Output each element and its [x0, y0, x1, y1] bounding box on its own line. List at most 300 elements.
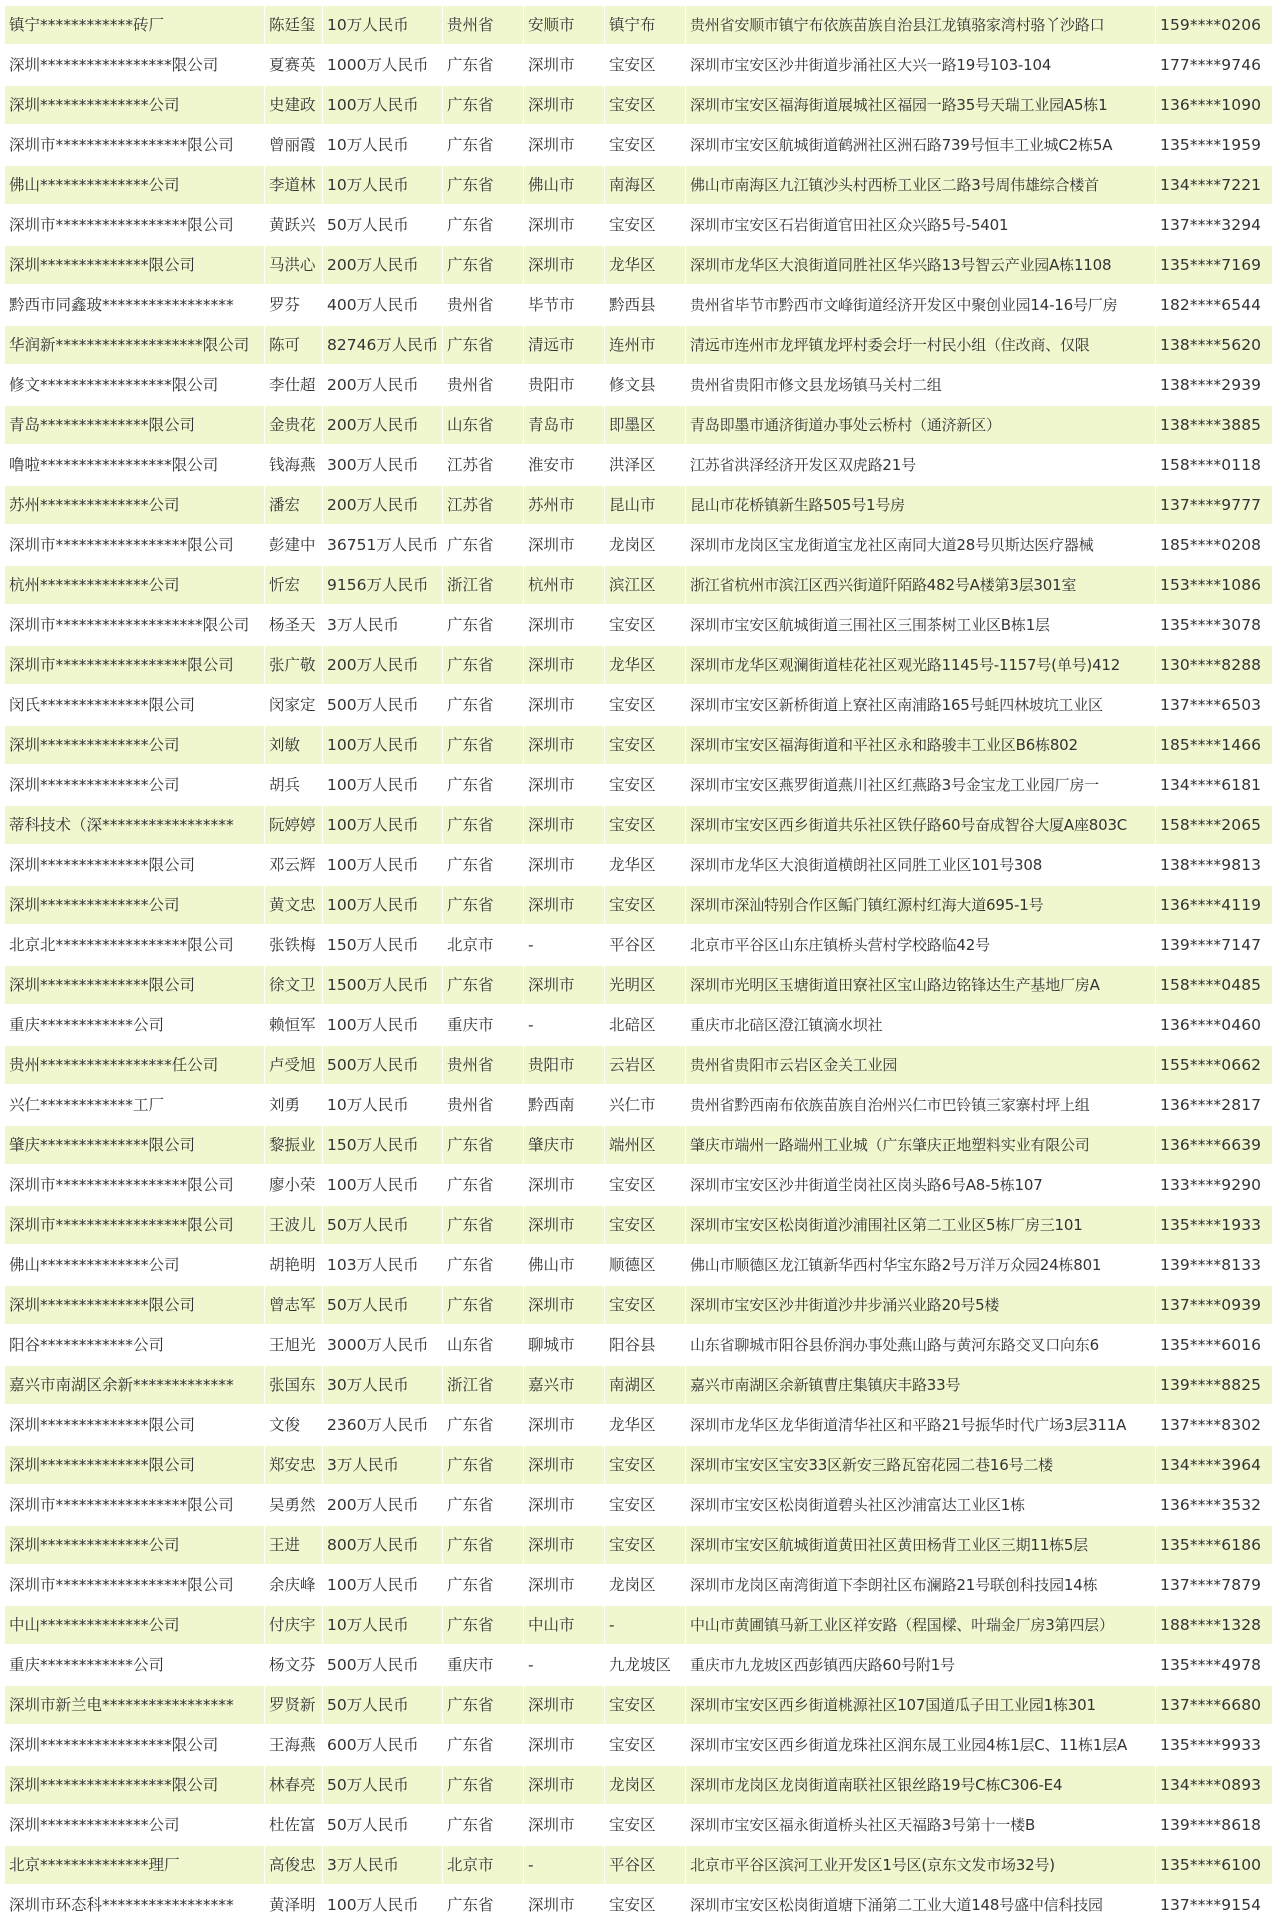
city-cell: 杭州市 [524, 566, 605, 604]
legal-person-cell: 马洪心 [265, 246, 323, 284]
company-name-cell: 深圳市*****************限公司 [5, 526, 265, 564]
legal-person-cell: 吴勇然 [265, 1486, 323, 1524]
province-cell: 广东省 [443, 1566, 524, 1604]
legal-person-cell: 胡兵 [265, 766, 323, 804]
legal-person-cell: 林春亮 [265, 1766, 323, 1804]
phone-cell: 137****8302 [1156, 1406, 1273, 1444]
address-cell: 深圳市宝安区福永街道桥头社区天福路3号第十一楼B [686, 1806, 1156, 1844]
company-name-cell: 重庆************公司 [5, 1006, 265, 1044]
company-name-cell: 北京**************理厂 [5, 1846, 265, 1884]
province-cell: 广东省 [443, 1286, 524, 1324]
province-cell: 广东省 [443, 886, 524, 924]
district-cell: 端州区 [605, 1126, 686, 1164]
district-cell: 宝安区 [605, 766, 686, 804]
address-cell: 佛山市顺德区龙江镇新华西村华宝东路2号万洋万众园24栋801 [686, 1246, 1156, 1284]
legal-person-cell: 陈廷玺 [265, 6, 323, 44]
company-name-cell: 深圳市环态科***************** [5, 1886, 265, 1924]
legal-person-cell: 李道林 [265, 166, 323, 204]
city-cell: 深圳市 [524, 806, 605, 844]
province-cell: 广东省 [443, 686, 524, 724]
registered-capital-cell: 100万人民币 [323, 86, 443, 124]
table-row [5, 846, 1273, 884]
address-cell: 深圳市宝安区航城街道鹤洲社区洲石路739号恒丰工业城C2栋5A [686, 126, 1156, 164]
phone-cell: 135****7169 [1156, 246, 1273, 284]
legal-person-cell: 廖小荣 [265, 1166, 323, 1204]
address-cell: 佛山市南海区九江镇沙头村西桥工业区二路3号周伟雄综合楼首 [686, 166, 1156, 204]
registered-capital-cell: 300万人民币 [323, 446, 443, 484]
address-cell: 深圳市宝安区松岗街道碧头社区沙浦富达工业区1栋 [686, 1486, 1156, 1524]
province-cell: 广东省 [443, 1206, 524, 1244]
phone-cell: 136****6639 [1156, 1126, 1273, 1164]
registered-capital-cell: 3000万人民币 [323, 1326, 443, 1364]
table-row [5, 206, 1273, 244]
registered-capital-cell: 500万人民币 [323, 1046, 443, 1084]
company-name-cell: 深圳*****************限公司 [5, 1766, 265, 1804]
legal-person-cell: 黄跃兴 [265, 206, 323, 244]
company-name-cell: 深圳**************公司 [5, 886, 265, 924]
company-name-cell: 深圳**************公司 [5, 1526, 265, 1564]
company-name-cell: 佛山**************公司 [5, 1246, 265, 1284]
address-cell: 深圳市龙岗区宝龙街道宝龙社区南同大道28号贝斯达医疗器械 [686, 526, 1156, 564]
city-cell: 深圳市 [524, 606, 605, 644]
address-cell: 深圳市宝安区沙井街道沙井步涌兴业路20号5楼 [686, 1286, 1156, 1324]
registered-capital-cell: 50万人民币 [323, 1286, 443, 1324]
province-cell: 广东省 [443, 1406, 524, 1444]
city-cell: 深圳市 [524, 1526, 605, 1564]
address-cell: 深圳市龙华区大浪街道同胜社区华兴路13号智云产业园A栋1108 [686, 246, 1156, 284]
phone-cell: 182****6544 [1156, 286, 1273, 324]
company-name-cell: 深圳**************限公司 [5, 846, 265, 884]
table-row [5, 566, 1273, 604]
registered-capital-cell: 30万人民币 [323, 1366, 443, 1404]
address-cell: 清远市连州市龙坪镇龙坪村委会圩一村民小组（住改商、仅限 [686, 326, 1156, 364]
address-cell: 中山市黄圃镇马新工业区祥安路（程国樑、叶瑞金厂房3第四层） [686, 1606, 1156, 1644]
district-cell: 即墨区 [605, 406, 686, 444]
province-cell: 广东省 [443, 846, 524, 884]
legal-person-cell: 赖恒军 [265, 1006, 323, 1044]
address-cell: 江苏省洪泽经济开发区双虎路21号 [686, 446, 1156, 484]
district-cell: 南湖区 [605, 1366, 686, 1404]
province-cell: 广东省 [443, 246, 524, 284]
registered-capital-cell: 100万人民币 [323, 726, 443, 764]
legal-person-cell: 曾丽霞 [265, 126, 323, 164]
phone-cell: 135****4978 [1156, 1646, 1273, 1684]
registered-capital-cell: 50万人民币 [323, 1206, 443, 1244]
city-cell: 深圳市 [524, 1206, 605, 1244]
legal-person-cell: 罗贤新 [265, 1686, 323, 1724]
table-row [5, 886, 1273, 924]
district-cell: 平谷区 [605, 926, 686, 964]
company-name-cell: 深圳*****************限公司 [5, 46, 265, 84]
phone-cell: 138****2939 [1156, 366, 1273, 404]
city-cell: - [524, 1846, 605, 1884]
phone-cell: 135****6186 [1156, 1526, 1273, 1564]
registered-capital-cell: 36751万人民币 [323, 526, 443, 564]
address-cell: 肇庆市端州一路端州工业城（广东肇庆正地塑料实业有限公司 [686, 1126, 1156, 1164]
district-cell: 顺德区 [605, 1246, 686, 1284]
city-cell: 黔西南 [524, 1086, 605, 1124]
registered-capital-cell: 50万人民币 [323, 206, 443, 244]
phone-cell: 136****3532 [1156, 1486, 1273, 1524]
registered-capital-cell: 100万人民币 [323, 806, 443, 844]
legal-person-cell: 张广敬 [265, 646, 323, 684]
legal-person-cell: 陈可 [265, 326, 323, 364]
table-row [5, 1126, 1273, 1164]
legal-person-cell: 邓云辉 [265, 846, 323, 884]
table-row [5, 806, 1273, 844]
district-cell: 九龙坡区 [605, 1646, 686, 1684]
registered-capital-cell: 500万人民币 [323, 1646, 443, 1684]
district-cell: 龙华区 [605, 846, 686, 884]
registered-capital-cell: 10万人民币 [323, 1606, 443, 1644]
table-row [5, 1326, 1273, 1364]
table-row [5, 526, 1273, 564]
table-row [5, 1606, 1273, 1644]
address-cell: 深圳市光明区玉塘街道田寮社区宝山路边铭锋达生产基地厂房A [686, 966, 1156, 1004]
address-cell: 北京市平谷区山东庄镇桥头营村学校路临42号 [686, 926, 1156, 964]
registered-capital-cell: 10万人民币 [323, 6, 443, 44]
district-cell: 宝安区 [605, 1206, 686, 1244]
district-cell: 龙岗区 [605, 526, 686, 564]
table-row [5, 486, 1273, 524]
phone-cell: 185****1466 [1156, 726, 1273, 764]
address-cell: 深圳市宝安区西乡街道龙珠社区润东晟工业园4栋1层C、11栋1层A [686, 1726, 1156, 1764]
province-cell: 广东省 [443, 206, 524, 244]
city-cell: 深圳市 [524, 1486, 605, 1524]
phone-cell: 137****0939 [1156, 1286, 1273, 1324]
province-cell: 山东省 [443, 406, 524, 444]
registered-capital-cell: 100万人民币 [323, 1886, 443, 1924]
phone-cell: 136****4119 [1156, 886, 1273, 924]
address-cell: 贵州省安顺市镇宁布依族苗族自治县江龙镇骆家湾村骆丫沙路口 [686, 6, 1156, 44]
province-cell: 广东省 [443, 1166, 524, 1204]
province-cell: 广东省 [443, 326, 524, 364]
province-cell: 广东省 [443, 606, 524, 644]
district-cell: 宝安区 [605, 1446, 686, 1484]
phone-cell: 135****9933 [1156, 1726, 1273, 1764]
address-cell: 深圳市深汕特别合作区鲘门镇红源村红海大道695-1号 [686, 886, 1156, 924]
province-cell: 浙江省 [443, 566, 524, 604]
legal-person-cell: 黎振业 [265, 1126, 323, 1164]
legal-person-cell: 胡艳明 [265, 1246, 323, 1284]
table-row [5, 1366, 1273, 1404]
address-cell: 深圳市宝安区航城街道三围社区三围茶树工业区B栋1层 [686, 606, 1156, 644]
company-name-cell: 深圳**************公司 [5, 726, 265, 764]
district-cell: 宝安区 [605, 86, 686, 124]
address-cell: 深圳市龙华区龙华街道清华社区和平路21号振华时代广场3层311A [686, 1406, 1156, 1444]
phone-cell: 137****6503 [1156, 686, 1273, 724]
district-cell: 龙华区 [605, 1406, 686, 1444]
province-cell: 广东省 [443, 1446, 524, 1484]
phone-cell: 138****9813 [1156, 846, 1273, 884]
registered-capital-cell: 9156万人民币 [323, 566, 443, 604]
table-row [5, 726, 1273, 764]
table-row [5, 926, 1273, 964]
city-cell: 苏州市 [524, 486, 605, 524]
table-row [5, 246, 1273, 284]
company-name-cell: 闵氏**************限公司 [5, 686, 265, 724]
table-row [5, 326, 1273, 364]
address-cell: 深圳市宝安区松岗街道塘下涌第二工业大道148号盛中信科技园 [686, 1886, 1156, 1924]
registered-capital-cell: 200万人民币 [323, 406, 443, 444]
table-row [5, 1806, 1273, 1844]
legal-person-cell: 卢受旭 [265, 1046, 323, 1084]
phone-cell: 159****0206 [1156, 6, 1273, 44]
table-row [5, 1286, 1273, 1324]
city-cell: 佛山市 [524, 1246, 605, 1284]
province-cell: 广东省 [443, 1246, 524, 1284]
district-cell: 光明区 [605, 966, 686, 1004]
province-cell: 广东省 [443, 166, 524, 204]
district-cell: 兴仁市 [605, 1086, 686, 1124]
table-row [5, 646, 1273, 684]
legal-person-cell: 余庆峰 [265, 1566, 323, 1604]
phone-cell: 138****5620 [1156, 326, 1273, 364]
province-cell: 贵州省 [443, 1086, 524, 1124]
legal-person-cell: 史建政 [265, 86, 323, 124]
phone-cell: 135****1933 [1156, 1206, 1273, 1244]
registered-capital-cell: 400万人民币 [323, 286, 443, 324]
registered-capital-cell: 200万人民币 [323, 646, 443, 684]
address-cell: 深圳市宝安区沙井街道步涌社区大兴一路19号103-104 [686, 46, 1156, 84]
phone-cell: 134****3964 [1156, 1446, 1273, 1484]
legal-person-cell: 杨文芬 [265, 1646, 323, 1684]
address-cell: 深圳市龙岗区南湾街道下李朗社区布澜路21号联创科技园14栋 [686, 1566, 1156, 1604]
province-cell: 北京市 [443, 1846, 524, 1884]
province-cell: 北京市 [443, 926, 524, 964]
phone-cell: 137****9777 [1156, 486, 1273, 524]
province-cell: 江苏省 [443, 486, 524, 524]
company-name-cell: 黔西市同鑫玻***************** [5, 286, 265, 324]
legal-person-cell: 王波儿 [265, 1206, 323, 1244]
table-row [5, 1726, 1273, 1764]
phone-cell: 137****9154 [1156, 1886, 1273, 1924]
district-cell: 宝安区 [605, 1686, 686, 1724]
province-cell: 重庆市 [443, 1646, 524, 1684]
company-name-cell: 北京北*****************限公司 [5, 926, 265, 964]
phone-cell: 134****6181 [1156, 766, 1273, 804]
company-name-cell: 深圳市*****************限公司 [5, 1166, 265, 1204]
legal-person-cell: 罗芬 [265, 286, 323, 324]
company-name-cell: 深圳**************公司 [5, 766, 265, 804]
district-cell: 宝安区 [605, 1166, 686, 1204]
address-cell: 北京市平谷区滨河工业开发区1号区(京东文发市场32号) [686, 1846, 1156, 1884]
table-row [5, 6, 1273, 44]
city-cell: 深圳市 [524, 646, 605, 684]
address-cell: 贵州省毕节市黔西市文峰街道经济开发区中聚创业园14-16号厂房 [686, 286, 1156, 324]
phone-cell: 136****0460 [1156, 1006, 1273, 1044]
company-name-cell: 深圳市新兰电***************** [5, 1686, 265, 1724]
address-cell: 深圳市龙华区观澜街道桂花社区观光路1145号-1157号(单号)412 [686, 646, 1156, 684]
province-cell: 广东省 [443, 646, 524, 684]
district-cell: 宝安区 [605, 1726, 686, 1764]
city-cell: 青岛市 [524, 406, 605, 444]
table-row [5, 686, 1273, 724]
registered-capital-cell: 10万人民币 [323, 126, 443, 164]
phone-cell: 137****6680 [1156, 1686, 1273, 1724]
phone-cell: 135****6100 [1156, 1846, 1273, 1884]
city-cell: 深圳市 [524, 886, 605, 924]
registered-capital-cell: 3万人民币 [323, 1446, 443, 1484]
district-cell: - [605, 1606, 686, 1644]
legal-person-cell: 黄文忠 [265, 886, 323, 924]
company-name-cell: 深圳**************限公司 [5, 1406, 265, 1444]
province-cell: 广东省 [443, 806, 524, 844]
legal-person-cell: 徐文卫 [265, 966, 323, 1004]
company-name-cell: 深圳市*****************限公司 [5, 206, 265, 244]
table-row [5, 166, 1273, 204]
company-name-cell: 蒂科技术（深***************** [5, 806, 265, 844]
table-row [5, 1646, 1273, 1684]
phone-cell: 153****1086 [1156, 566, 1273, 604]
company-name-cell: 深圳**************公司 [5, 86, 265, 124]
company-name-cell: 深圳市*****************限公司 [5, 1206, 265, 1244]
address-cell: 浙江省杭州市滨江区西兴街道阡陌路482号A楼第3层301室 [686, 566, 1156, 604]
city-cell: 安顺市 [524, 6, 605, 44]
province-cell: 广东省 [443, 1526, 524, 1564]
city-cell: - [524, 926, 605, 964]
company-name-cell: 青岛**************限公司 [5, 406, 265, 444]
legal-person-cell: 闵家定 [265, 686, 323, 724]
district-cell: 洪泽区 [605, 446, 686, 484]
district-cell: 宝安区 [605, 46, 686, 84]
address-cell: 昆山市花桥镇新生路505号1号房 [686, 486, 1156, 524]
legal-person-cell: 夏赛英 [265, 46, 323, 84]
registered-capital-cell: 10万人民币 [323, 166, 443, 204]
registered-capital-cell: 1500万人民币 [323, 966, 443, 1004]
address-cell: 深圳市宝安区福海街道展城社区福园一路35号天瑞工业园A5栋1 [686, 86, 1156, 124]
district-cell: 龙华区 [605, 646, 686, 684]
phone-cell: 136****1090 [1156, 86, 1273, 124]
table-row [5, 766, 1273, 804]
registered-capital-cell: 3万人民币 [323, 606, 443, 644]
province-cell: 贵州省 [443, 6, 524, 44]
company-name-cell: 佛山**************公司 [5, 166, 265, 204]
table-row [5, 126, 1273, 164]
table-row [5, 1246, 1273, 1284]
legal-person-cell: 黄泽明 [265, 1886, 323, 1924]
registered-capital-cell: 100万人民币 [323, 766, 443, 804]
phone-cell: 158****0485 [1156, 966, 1273, 1004]
legal-person-cell: 曾志军 [265, 1286, 323, 1324]
company-table [5, 4, 1273, 1926]
district-cell: 宝安区 [605, 1806, 686, 1844]
phone-cell: 139****8133 [1156, 1246, 1273, 1284]
province-cell: 广东省 [443, 526, 524, 564]
phone-cell: 185****0208 [1156, 526, 1273, 564]
registered-capital-cell: 100万人民币 [323, 1566, 443, 1604]
table-row [5, 1486, 1273, 1524]
province-cell: 贵州省 [443, 1046, 524, 1084]
legal-person-cell: 钱海燕 [265, 446, 323, 484]
legal-person-cell: 金贵花 [265, 406, 323, 444]
legal-person-cell: 王海燕 [265, 1726, 323, 1764]
province-cell: 广东省 [443, 126, 524, 164]
phone-cell: 134****0893 [1156, 1766, 1273, 1804]
registered-capital-cell: 800万人民币 [323, 1526, 443, 1564]
legal-person-cell: 刘勇 [265, 1086, 323, 1124]
registered-capital-cell: 10万人民币 [323, 1086, 443, 1124]
district-cell: 南海区 [605, 166, 686, 204]
table-row [5, 406, 1273, 444]
city-cell: 深圳市 [524, 726, 605, 764]
city-cell: 肇庆市 [524, 1126, 605, 1164]
registered-capital-cell: 600万人民币 [323, 1726, 443, 1764]
table-row [5, 1006, 1273, 1044]
legal-person-cell: 阮婷婷 [265, 806, 323, 844]
table-row [5, 46, 1273, 84]
city-cell: 佛山市 [524, 166, 605, 204]
phone-cell: 130****8288 [1156, 646, 1273, 684]
province-cell: 山东省 [443, 1326, 524, 1364]
address-cell: 深圳市龙岗区龙岗街道南联社区银丝路19号C栋C306-E4 [686, 1766, 1156, 1804]
company-name-cell: 深圳**************限公司 [5, 966, 265, 1004]
district-cell: 黔西县 [605, 286, 686, 324]
district-cell: 云岩区 [605, 1046, 686, 1084]
city-cell: 深圳市 [524, 246, 605, 284]
company-name-cell: 苏州**************公司 [5, 486, 265, 524]
city-cell: 深圳市 [524, 846, 605, 884]
company-name-cell: 嘉兴市南湖区余新************* [5, 1366, 265, 1404]
city-cell: 深圳市 [524, 1886, 605, 1924]
province-cell: 浙江省 [443, 1366, 524, 1404]
registered-capital-cell: 100万人民币 [323, 846, 443, 884]
district-cell: 宝安区 [605, 686, 686, 724]
table-row [5, 1206, 1273, 1244]
province-cell: 广东省 [443, 726, 524, 764]
address-cell: 嘉兴市南湖区余新镇曹庄集镇庆丰路33号 [686, 1366, 1156, 1404]
phone-cell: 135****6016 [1156, 1326, 1273, 1364]
company-name-cell: 华润新*******************限公司 [5, 326, 265, 364]
table-row [5, 86, 1273, 124]
district-cell: 滨江区 [605, 566, 686, 604]
legal-person-cell: 文俊 [265, 1406, 323, 1444]
phone-cell: 134****7221 [1156, 166, 1273, 204]
phone-cell: 137****7879 [1156, 1566, 1273, 1604]
company-name-cell: 肇庆**************限公司 [5, 1126, 265, 1164]
province-cell: 广东省 [443, 46, 524, 84]
legal-person-cell: 彭建中 [265, 526, 323, 564]
table-row [5, 446, 1273, 484]
province-cell: 广东省 [443, 1126, 524, 1164]
city-cell: 深圳市 [524, 1726, 605, 1764]
registered-capital-cell: 82746万人民币 [323, 326, 443, 364]
company-name-cell: 深圳*****************限公司 [5, 1726, 265, 1764]
phone-cell: 135****1959 [1156, 126, 1273, 164]
phone-cell: 158****0118 [1156, 446, 1273, 484]
company-name-cell: 深圳市*****************限公司 [5, 646, 265, 684]
city-cell: 深圳市 [524, 1166, 605, 1204]
province-cell: 广东省 [443, 1766, 524, 1804]
legal-person-cell: 潘宏 [265, 486, 323, 524]
address-cell: 深圳市宝安区西乡街道桃源社区107国道瓜子田工业园1栋301 [686, 1686, 1156, 1724]
phone-cell: 138****3885 [1156, 406, 1273, 444]
registered-capital-cell: 150万人民币 [323, 926, 443, 964]
registered-capital-cell: 100万人民币 [323, 1006, 443, 1044]
city-cell: - [524, 1006, 605, 1044]
district-cell: 昆山市 [605, 486, 686, 524]
city-cell: 深圳市 [524, 1406, 605, 1444]
city-cell: 贵阳市 [524, 366, 605, 404]
registered-capital-cell: 150万人民币 [323, 1126, 443, 1164]
legal-person-cell: 杨圣天 [265, 606, 323, 644]
address-cell: 贵州省贵阳市云岩区金关工业园 [686, 1046, 1156, 1084]
phone-cell: 177****9746 [1156, 46, 1273, 84]
address-cell: 青岛即墨市通济街道办事处云桥村（通济新区） [686, 406, 1156, 444]
district-cell: 龙岗区 [605, 1766, 686, 1804]
registered-capital-cell: 200万人民币 [323, 486, 443, 524]
legal-person-cell: 杜佐富 [265, 1806, 323, 1844]
